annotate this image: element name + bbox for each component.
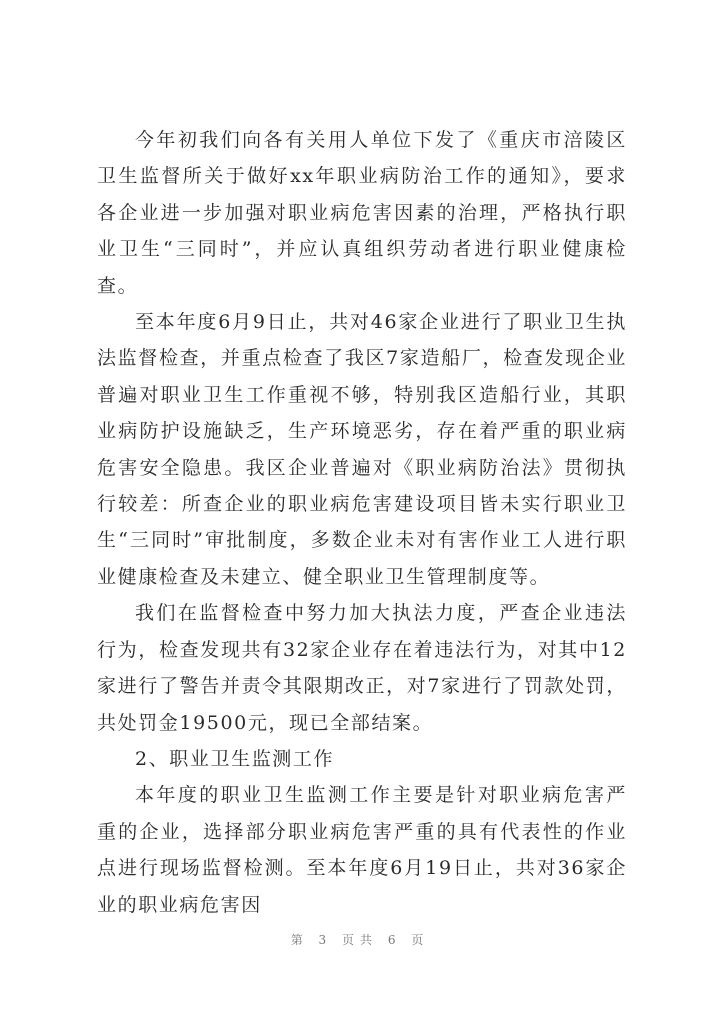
paragraph-notice: 今年初我们向各有关用人单位下发了《重庆市涪陵区卫生监督所关于做好xx年职业病防治工作的通知》，要求各企业进一步加强对职业病危害因素的治理，严格执行职业卫生“三同时”，并应认真组织劳动者进行职业健康检查。 (97, 129, 627, 297)
paragraph-monitoring: 本年度的职业卫生监测工作主要是针对职业病危害严重的企业，选择部分职业病危害严重的具有代表性的作业点进行现场监督检测。至本年度6月19日止，共对36家企业的职业病危害因 (97, 784, 627, 916)
section-heading: 2、职业卫生监测工作 (135, 747, 335, 770)
page-number-footer: 第 3 页共 6 页 (290, 933, 430, 947)
paragraph-enforcement: 我们在监督检查中努力加大执法力度，严查企业违法行为，检查发现共有32家企业存在着违法行为，对其中12家进行了警告并责令其限期改正，对7家进行了罚款处罚，共处罚金19500元，现已全部结案。 (97, 602, 627, 734)
document-body (97, 122, 627, 923)
paragraph-inspection: 至本年度6月9日止，共对46家企业进行了职业卫生执法监督检查，并重点检查了我区7家造船厂，检查发现企业普遍对职业卫生工作重视不够，特别我区造船行业，其职业病防护设施缺乏，生产环境恶劣，存在着严重的职业病危害安全隐患。我区企业普遍对《职业病防治法》贯彻执行较差：所查企业的职业病危害建设项目皆未实行职业卫生“三同时”审批制度，多数企业未对有害作业工人进行职业健康检查及未建立、健全职业卫生管理制度等。 (97, 311, 627, 588)
